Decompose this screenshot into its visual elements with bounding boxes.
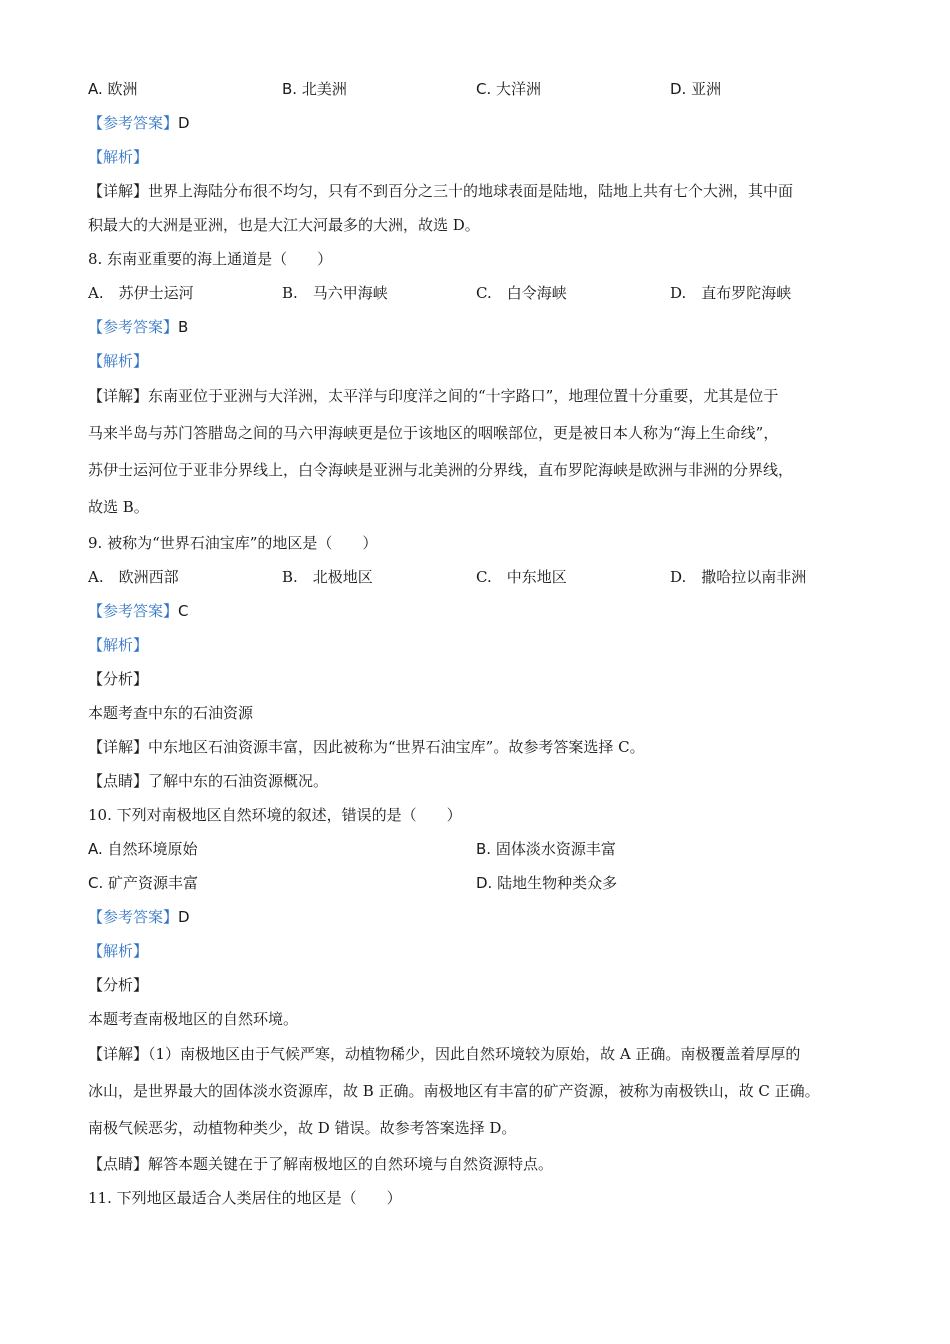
q10-fenxi-text: 本题考查南极地区的自然环境。 xyxy=(88,1010,299,1028)
q10-option-a: A. 自然环境原始 xyxy=(88,840,198,858)
q7-option-a: A. 欧洲 xyxy=(88,80,138,98)
q8-option-c: C. 白令海峡 xyxy=(476,284,567,302)
q8-options xyxy=(88,276,868,310)
answer-value: C xyxy=(178,602,189,620)
q10-option-b: B. 固体淡水资源丰富 xyxy=(476,840,616,858)
q9-answer xyxy=(88,594,868,628)
q9-option-d: D. 撒哈拉以南非洲 xyxy=(670,568,807,586)
answer-label: 【参考答案】 xyxy=(88,318,179,336)
q7-option-b: B. 北美洲 xyxy=(282,80,347,98)
answer-label: 【参考答案】 xyxy=(88,908,179,926)
q8-option-b: B. 马六甲海峡 xyxy=(282,284,388,302)
q8-detail-line-4: 故选 B。 xyxy=(88,498,149,516)
q8-detail-line-3: 苏伊士运河位于亚非分界线上，白令海峡是亚洲与北美洲的分界线，直布罗陀海峡是欧洲与非洲的分界线， xyxy=(88,461,794,479)
q7-analysis-label: 【解析】 xyxy=(88,148,149,166)
q9-option-b: B. 北极地区 xyxy=(282,568,373,586)
q10-answer xyxy=(88,900,868,934)
q8-option-d: D. 直布罗陀海峡 xyxy=(670,284,792,302)
q7-detail-line-2: 积最大的大洲是亚洲，也是大江大河最多的大洲，故选 D。 xyxy=(88,216,480,234)
q10-options-row-2 xyxy=(88,866,868,900)
q8-question: 8. 东南亚重要的海上通道是（ ） xyxy=(88,250,333,268)
q9-question: 9. 被称为“世界石油宝库”的地区是（ ） xyxy=(88,534,378,552)
q9-options xyxy=(88,560,868,594)
q7-detail-line-1: 【详解】世界上海陆分布很不均匀，只有不到百分之三十的地球表面是陆地，陆地上共有七个大洲，其中面 xyxy=(88,182,794,200)
q7-answer xyxy=(88,106,868,140)
q9-detail: 【详解】中东地区石油资源丰富，因此被称为“世界石油宝库”。故参考答案选择 C。 xyxy=(88,738,645,756)
q10-option-c: C. 矿产资源丰富 xyxy=(88,874,199,892)
q8-answer xyxy=(88,310,868,344)
q9-fenxi-label: 【分析】 xyxy=(88,670,149,688)
q10-fenxi-label: 【分析】 xyxy=(88,976,149,994)
q10-option-d: D. 陆地生物种类众多 xyxy=(476,874,618,892)
q10-detail-line-3: 南极气候恶劣，动植物种类少，故 D 错误。故参考答案选择 D。 xyxy=(88,1119,517,1137)
q10-detail-line-2: 冰山，是世界最大的固体淡水资源库，故 B 正确。南极地区有丰富的矿产资源，被称为南极铁山，故 C 正确。 xyxy=(88,1082,820,1100)
q8-analysis-label: 【解析】 xyxy=(88,352,149,370)
answer-value: D xyxy=(178,908,190,926)
q10-question: 10. 下列对南极地区自然环境的叙述，错误的是（ ） xyxy=(88,806,462,824)
q9-dianjing: 【点睛】了解中东的石油资源概况。 xyxy=(88,772,329,790)
answer-label: 【参考答案】 xyxy=(88,114,179,132)
answer-value: B xyxy=(178,318,189,336)
answer-label: 【参考答案】 xyxy=(88,602,179,620)
q10-options-row-1 xyxy=(88,832,868,866)
q8-detail-line-2: 马来半岛与苏门答腊岛之间的马六甲海峡更是位于该地区的咽喉部位，更是被日本人称为“海上生命线”， xyxy=(88,424,779,442)
q8-detail-line-1: 【详解】东南亚位于亚洲与大洋洲，太平洋与印度洋之间的“十字路口”，地理位置十分重要，尤其是位于 xyxy=(88,387,779,405)
document-page xyxy=(88,72,868,1215)
answer-value: D xyxy=(178,114,190,132)
q11-question: 11. 下列地区最适合人类居住的地区是（ ） xyxy=(88,1189,402,1207)
q10-detail-line-1: 【详解】（1）南极地区由于气候严寒，动植物稀少，因此自然环境较为原始，故 A 正确。南极覆盖着厚厚的 xyxy=(88,1045,801,1063)
q9-option-a: A. 欧洲西部 xyxy=(88,568,179,586)
q9-fenxi-text: 本题考查中东的石油资源 xyxy=(88,704,254,722)
q7-option-c: C. 大洋洲 xyxy=(476,80,542,98)
q10-analysis-label: 【解析】 xyxy=(88,942,149,960)
q7-option-d: D. 亚洲 xyxy=(670,80,722,98)
q9-analysis-label: 【解析】 xyxy=(88,636,149,654)
q7-options xyxy=(88,72,868,106)
q10-dianjing: 【点睛】解答本题关键在于了解南极地区的自然环境与自然资源特点。 xyxy=(88,1155,554,1173)
q9-option-c: C. 中东地区 xyxy=(476,568,567,586)
q8-option-a: A. 苏伊士运河 xyxy=(88,284,194,302)
